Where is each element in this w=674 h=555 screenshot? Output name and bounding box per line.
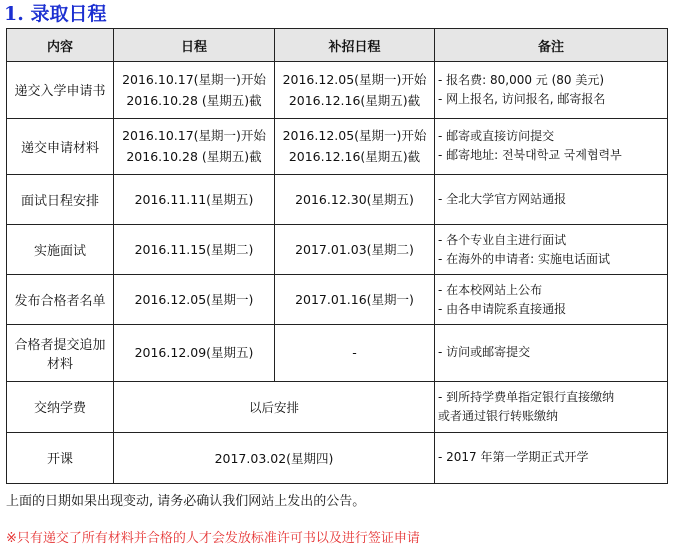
note-line: 或者通过银行转账缴纳 — [438, 408, 559, 423]
row-schedule — [114, 118, 275, 175]
note-line: - 全北大学官方网站通报 — [438, 192, 567, 207]
header-supplementary: 补招日程 — [275, 29, 435, 62]
row-supplementary — [275, 325, 435, 382]
footer-note: 上面的日期如果出现变动, 请务必确认我们网站上发出的公告。 — [6, 494, 366, 509]
schedule-line: 2016.10.28 (星期五)截 — [126, 92, 262, 108]
schedule-line: 2016.10.28 (星期五)截 — [126, 149, 262, 165]
row-item: 递交申请材料 — [7, 118, 114, 175]
note-line: - 到所持学费单指定银行直接缴纳 — [438, 389, 615, 404]
note-line: - 2017 年第一学期正式开学 — [438, 450, 589, 465]
row-item: 交纳学费 — [7, 381, 114, 432]
table-row — [7, 175, 668, 225]
supplementary-line: 2016.12.16(星期五)截 — [288, 149, 421, 165]
header-schedule: 日程 — [114, 29, 275, 62]
table-row — [7, 325, 668, 382]
table-header-row — [7, 29, 668, 62]
row-item: 发布合格者名单 — [7, 275, 114, 325]
table-row — [7, 62, 668, 119]
table-row — [7, 381, 668, 432]
row-supplementary — [275, 225, 435, 275]
schedule-line: 2016.10.17(星期一)开始 — [122, 128, 266, 144]
row-item: 开课 — [7, 432, 114, 483]
row-item: 合格者提交追加材料 — [7, 325, 114, 382]
supplementary-line: 2017.01.16(星期一) — [295, 292, 414, 308]
schedule-line: 2016.10.17(星期一)开始 — [122, 71, 266, 87]
supplementary-line: 2016.12.05(星期一)开始 — [282, 71, 427, 87]
supplementary-line: 2017.01.03(星期二) — [295, 242, 414, 258]
row-supplementary — [275, 275, 435, 325]
note-line: - 各个专业自主进行面试 — [438, 232, 567, 247]
supplementary-line: 2016.12.30(星期五) — [295, 192, 414, 208]
note-line: - 邮寄或直接访问提交 — [438, 129, 555, 144]
note-line: - 报名费: 80,000 元 (80 美元) — [438, 72, 605, 87]
schedule-line: 2016.11.11(星期五) — [134, 192, 254, 208]
header-item: 内容 — [7, 29, 114, 62]
supplementary-line: 2016.12.05(星期一)开始 — [282, 128, 427, 144]
row-notes — [435, 118, 668, 175]
supplementary-line: 2016.12.16(星期五)截 — [288, 92, 421, 108]
row-item: 面试日程安排 — [7, 175, 114, 225]
schedule-line: 2016.12.09(星期五) — [134, 345, 254, 361]
note-line: - 在本校网站上公布 — [438, 282, 543, 297]
note-line: - 在海外的申请者: 实施电话面试 — [438, 251, 611, 266]
row-schedule — [114, 175, 275, 225]
row-item: 实施面试 — [7, 225, 114, 275]
row-notes — [435, 325, 668, 382]
row-schedule — [114, 275, 275, 325]
schedule-line: 2016.12.05(星期一) — [134, 292, 254, 308]
note-line: - 网上报名, 访问报名, 邮寄报名 — [438, 91, 606, 106]
row-item: 递交入学申请书 — [7, 62, 114, 119]
row-merged-schedule: 2017.03.02(星期四) — [114, 432, 435, 483]
schedule-line: 2016.11.15(星期二) — [134, 242, 254, 258]
row-notes — [435, 275, 668, 325]
table-row — [7, 225, 668, 275]
row-merged-schedule: 以后安排 — [114, 381, 435, 432]
row-notes — [435, 175, 668, 225]
row-schedule — [114, 325, 275, 382]
note-line: - 邮寄地址: 전북대학교 국제협력부 — [438, 148, 622, 163]
row-schedule — [114, 62, 275, 119]
schedule-table — [6, 28, 668, 484]
row-notes — [435, 381, 668, 432]
row-supplementary — [275, 118, 435, 175]
row-supplementary — [275, 175, 435, 225]
row-notes — [435, 62, 668, 119]
table-row — [7, 118, 668, 175]
row-notes — [435, 225, 668, 275]
row-schedule — [114, 225, 275, 275]
row-supplementary — [275, 62, 435, 119]
header-notes: 备注 — [435, 29, 668, 62]
supplementary-line: - — [352, 345, 357, 361]
table-row — [7, 275, 668, 325]
note-line: - 由各申请院系直接通报 — [438, 301, 567, 316]
row-notes — [435, 432, 668, 483]
note-line: - 访问或邮寄提交 — [438, 345, 531, 360]
warning-note: ※只有递交了所有材料并合格的人才会发放标准许可书以及进行签证申请 — [6, 531, 420, 546]
table-row — [7, 432, 668, 483]
section-title: 1. 录取日程 — [4, 3, 107, 25]
